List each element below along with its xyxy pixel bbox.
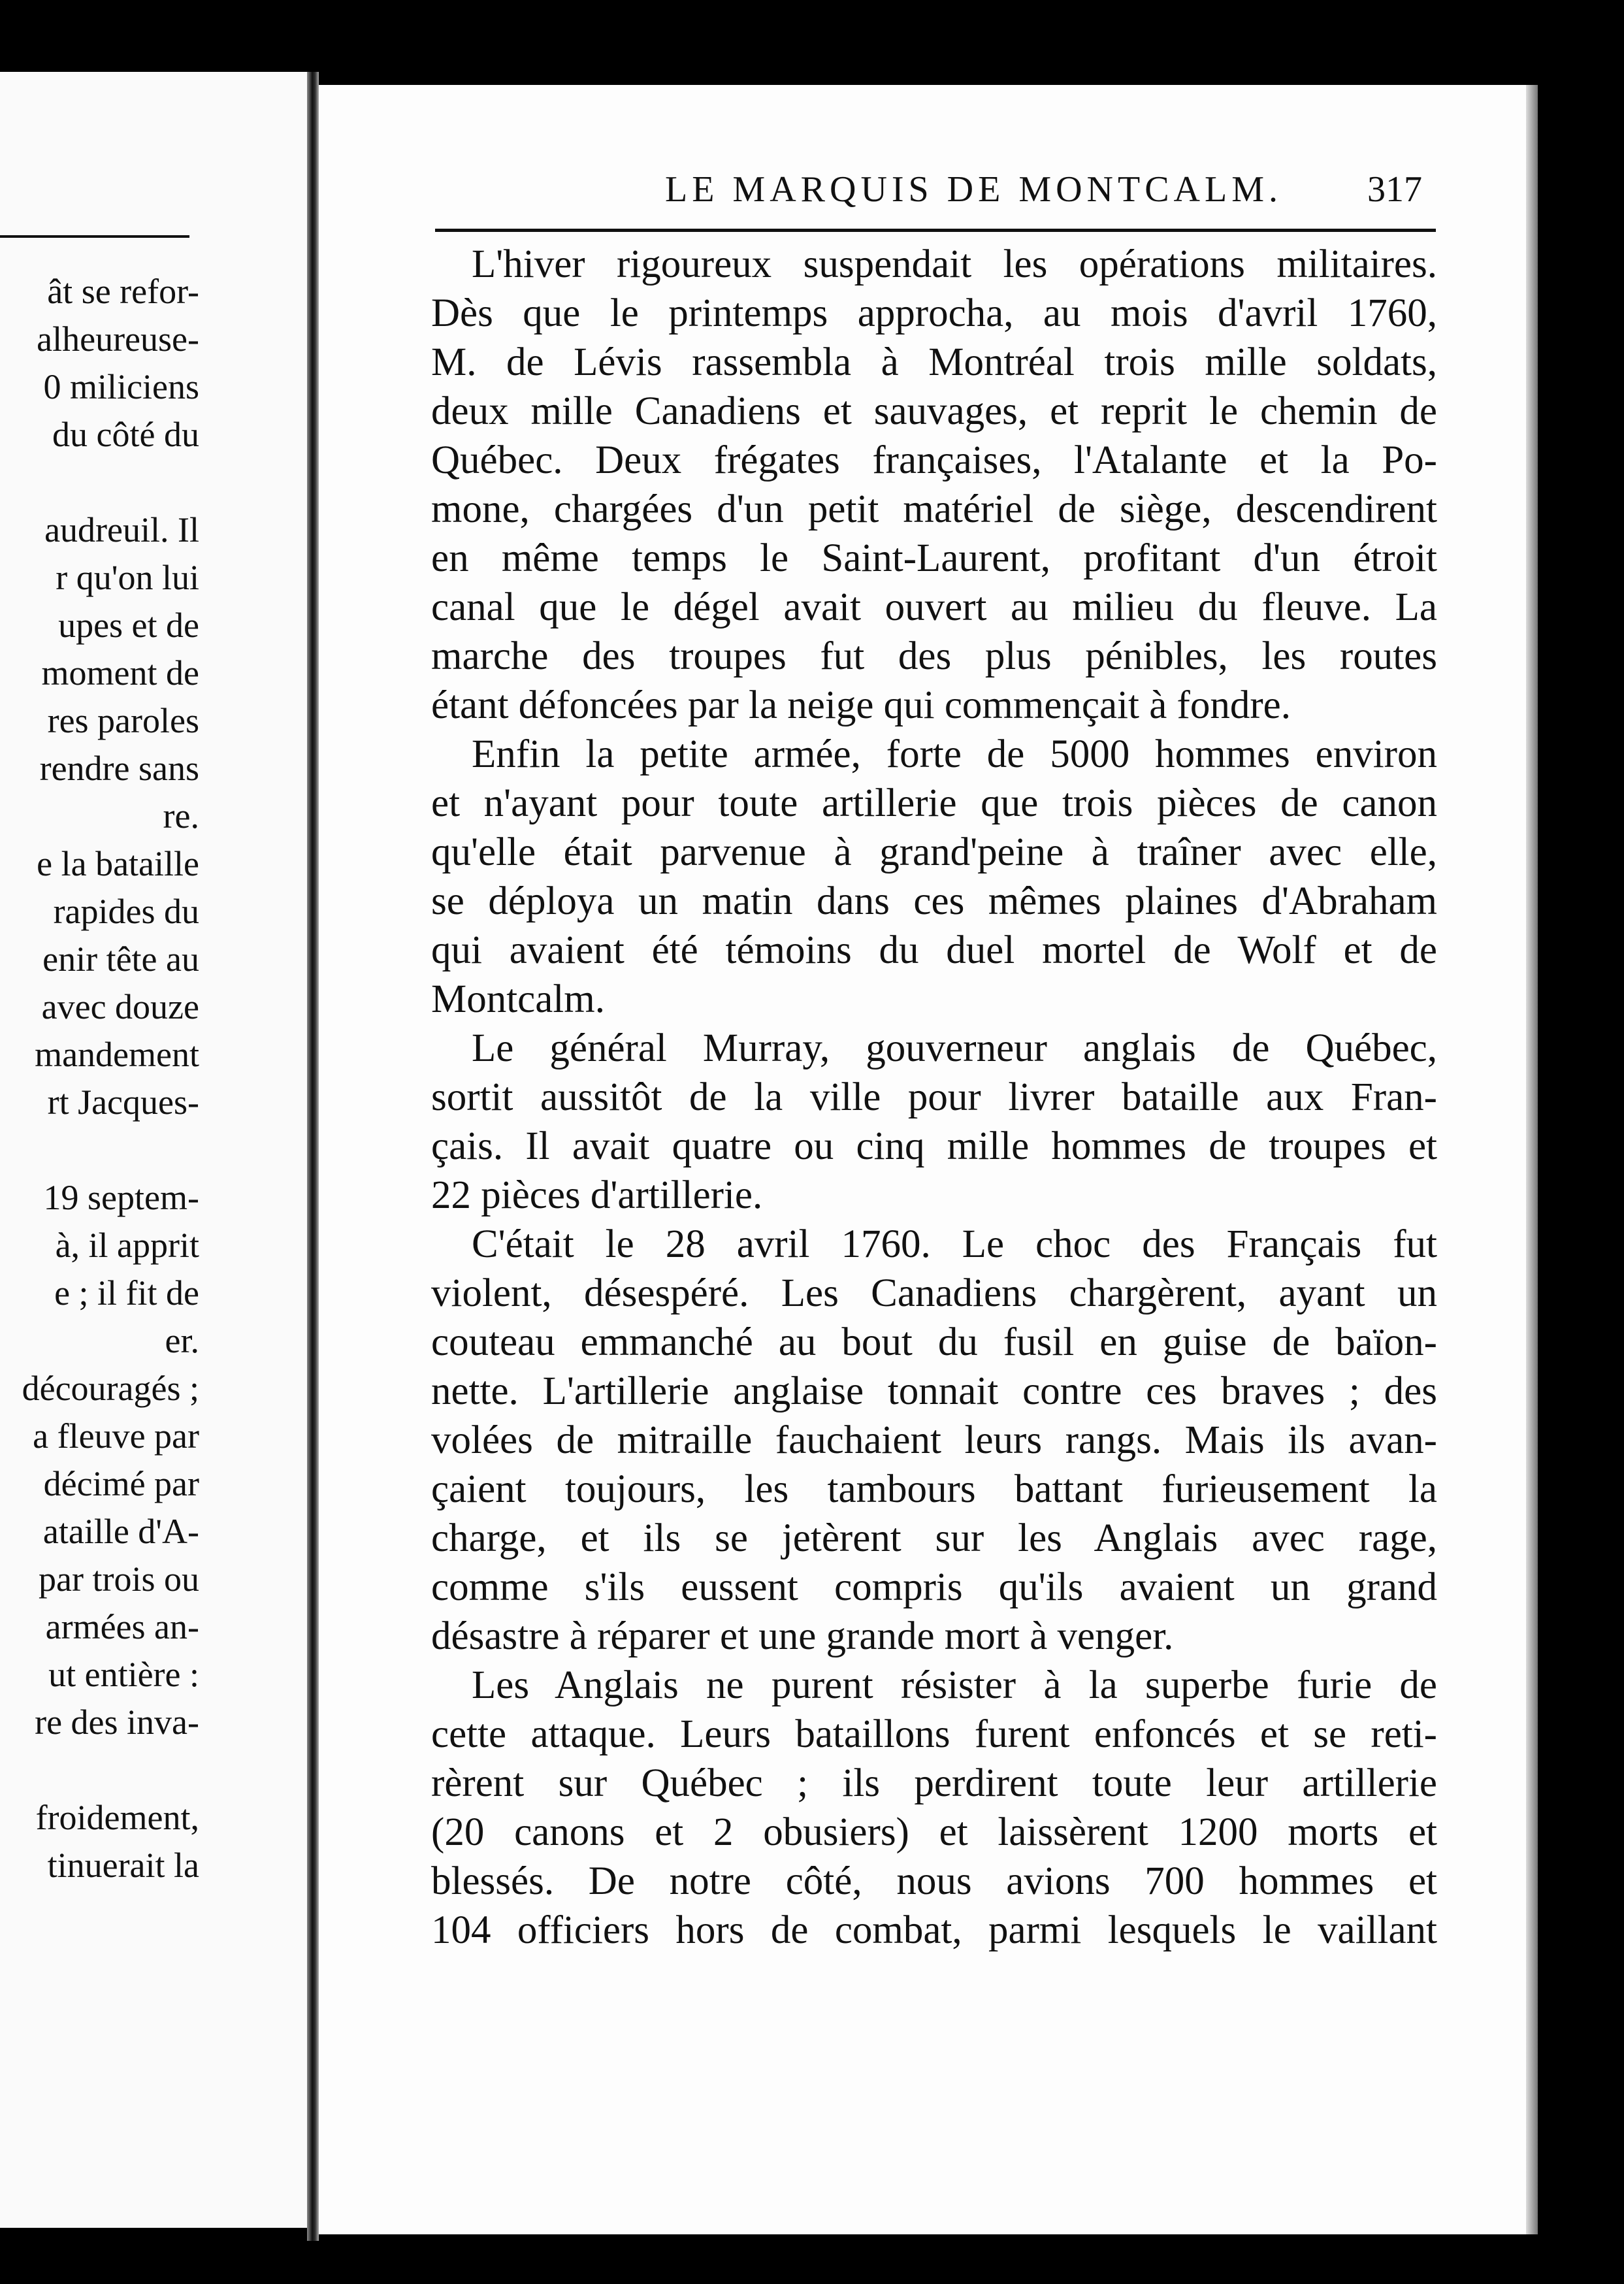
text-line: qu'elle était parvenue à grand'peine à traîner avec elle, bbox=[431, 830, 1437, 874]
left-line: rt Jacques- bbox=[47, 1083, 199, 1122]
left-line: rendre sans bbox=[39, 749, 199, 788]
text-line: se déploya un matin dans ces mêmes plaines d'Abraham bbox=[431, 879, 1437, 923]
left-line: ut entière : bbox=[48, 1655, 199, 1694]
text-line: nette. L'artillerie anglaise tonnait contre ces braves ; des bbox=[431, 1369, 1437, 1413]
text-line: Enfin la petite armée, forte de 5000 hommes environ bbox=[472, 732, 1437, 776]
text-line: Les Anglais ne purent résister à la superbe furie de bbox=[472, 1663, 1437, 1707]
page-number: 317 bbox=[1367, 169, 1422, 210]
text-line: volées de mitraille fauchaient leurs rangs. Mais ils avan- bbox=[431, 1418, 1437, 1462]
left-line: par trois ou bbox=[39, 1559, 199, 1599]
text-line: M. de Lévis rassembla à Montréal trois mille soldats, bbox=[431, 340, 1437, 384]
left-line: armées an- bbox=[45, 1607, 199, 1646]
text-line: violent, désespéré. Les Canadiens chargèrent, ayant un bbox=[431, 1271, 1437, 1315]
text-line: (20 canons et 2 obusiers) et laissèrent 1200 morts et bbox=[431, 1810, 1437, 1854]
left-line: froidement, bbox=[35, 1798, 199, 1837]
left-line: er. bbox=[165, 1321, 199, 1360]
text-line: 104 officiers hors de combat, parmi lesquels le vaillant bbox=[431, 1908, 1437, 1952]
text-line: étant défoncées par la neige qui commençait à fondre. bbox=[431, 683, 1291, 727]
left-line: découragés ; bbox=[22, 1369, 199, 1408]
header-rule bbox=[435, 229, 1436, 232]
left-page-rule bbox=[0, 235, 189, 238]
left-line: res paroles bbox=[47, 701, 199, 740]
left-line: enir tête au bbox=[42, 939, 199, 979]
text-line: couteau emmanché au bout du fusil en guise de baïon- bbox=[431, 1320, 1437, 1364]
text-line: qui avaient été témoins du duel mortel de Wolf et de bbox=[431, 928, 1437, 972]
left-line: alheureuse- bbox=[37, 319, 199, 359]
text-line: cette attaque. Leurs bataillons furent enfoncés et se reti- bbox=[431, 1712, 1437, 1756]
text-line: mone, chargées d'un petit matériel de siège, descendirent bbox=[431, 487, 1437, 531]
left-line: e la bataille bbox=[37, 844, 199, 883]
page-edge bbox=[1526, 85, 1538, 2234]
left-line: avec douze bbox=[41, 987, 199, 1026]
left-line: ât se refor- bbox=[47, 272, 199, 311]
text-line: çaient toujours, les tambours battant furieusement la bbox=[431, 1467, 1437, 1511]
text-line: canal que le dégel avait ouvert au milieu du fleuve. La bbox=[431, 585, 1437, 629]
text-line: rèrent sur Québec ; ils perdirent toute leur artillerie bbox=[431, 1761, 1437, 1805]
text-line: Le général Murray, gouverneur anglais de Québec, bbox=[472, 1026, 1437, 1070]
text-line: charge, et ils se jetèrent sur les Anglais avec rage, bbox=[431, 1516, 1437, 1560]
left-line: e ; il fit de bbox=[54, 1273, 199, 1313]
text-line: sortit aussitôt de la ville pour livrer bataille aux Fran- bbox=[431, 1075, 1437, 1119]
left-line: du côté du bbox=[52, 415, 199, 454]
left-line: r qu'on lui bbox=[56, 558, 199, 597]
text-line: Dès que le printemps approcha, au mois d'avril 1760, bbox=[431, 291, 1437, 335]
text-line: et n'ayant pour toute artillerie que trois pièces de canon bbox=[431, 781, 1437, 825]
text-line: L'hiver rigoureux suspendait les opérations militaires. bbox=[472, 242, 1437, 286]
left-line: re. bbox=[163, 796, 199, 836]
left-line: décimé par bbox=[43, 1464, 199, 1503]
left-line: tinuerait la bbox=[47, 1846, 199, 1885]
text-line: marche des troupes fut des plus pénibles, les routes bbox=[431, 634, 1437, 678]
left-line: ataille d'A- bbox=[42, 1512, 199, 1551]
left-line: 0 miliciens bbox=[43, 367, 199, 406]
left-page-fragment bbox=[0, 72, 307, 2228]
text-line: en même temps le Saint-Laurent, profitant d'un étroit bbox=[431, 536, 1437, 580]
running-head: LE MARQUIS DE MONTCALM. bbox=[665, 169, 1282, 210]
book-gutter bbox=[307, 72, 319, 2241]
text-line: C'était le 28 avril 1760. Le choc des Français fut bbox=[472, 1222, 1437, 1266]
left-line: re des inva- bbox=[35, 1703, 199, 1742]
text-line: deux mille Canadiens et sauvages, et reprit le chemin de bbox=[431, 389, 1437, 433]
text-line: comme s'ils eussent compris qu'ils avaient un grand bbox=[431, 1565, 1437, 1609]
text-line: désastre à réparer et une grande mort à venger. bbox=[431, 1614, 1174, 1658]
text-line: çais. Il avait quatre ou cinq mille hommes de troupes et bbox=[431, 1124, 1437, 1168]
left-line: a fleuve par bbox=[33, 1416, 199, 1456]
text-line: Québec. Deux frégates françaises, l'Atalante et la Po- bbox=[431, 438, 1437, 482]
right-page bbox=[319, 85, 1535, 2234]
text-line: blessés. De notre côté, nous avions 700 hommes et bbox=[431, 1859, 1437, 1903]
text-line: Montcalm. bbox=[431, 977, 605, 1021]
text-line: 22 pièces d'artillerie. bbox=[431, 1173, 763, 1217]
left-line: 19 septem- bbox=[43, 1178, 199, 1217]
left-line: moment de bbox=[41, 653, 199, 693]
left-line: rapides du bbox=[53, 892, 199, 931]
left-line: mandement bbox=[35, 1035, 199, 1074]
left-line: à, il apprit bbox=[55, 1226, 199, 1265]
left-line: audreuil. Il bbox=[44, 510, 199, 549]
left-line: upes et de bbox=[58, 606, 199, 645]
